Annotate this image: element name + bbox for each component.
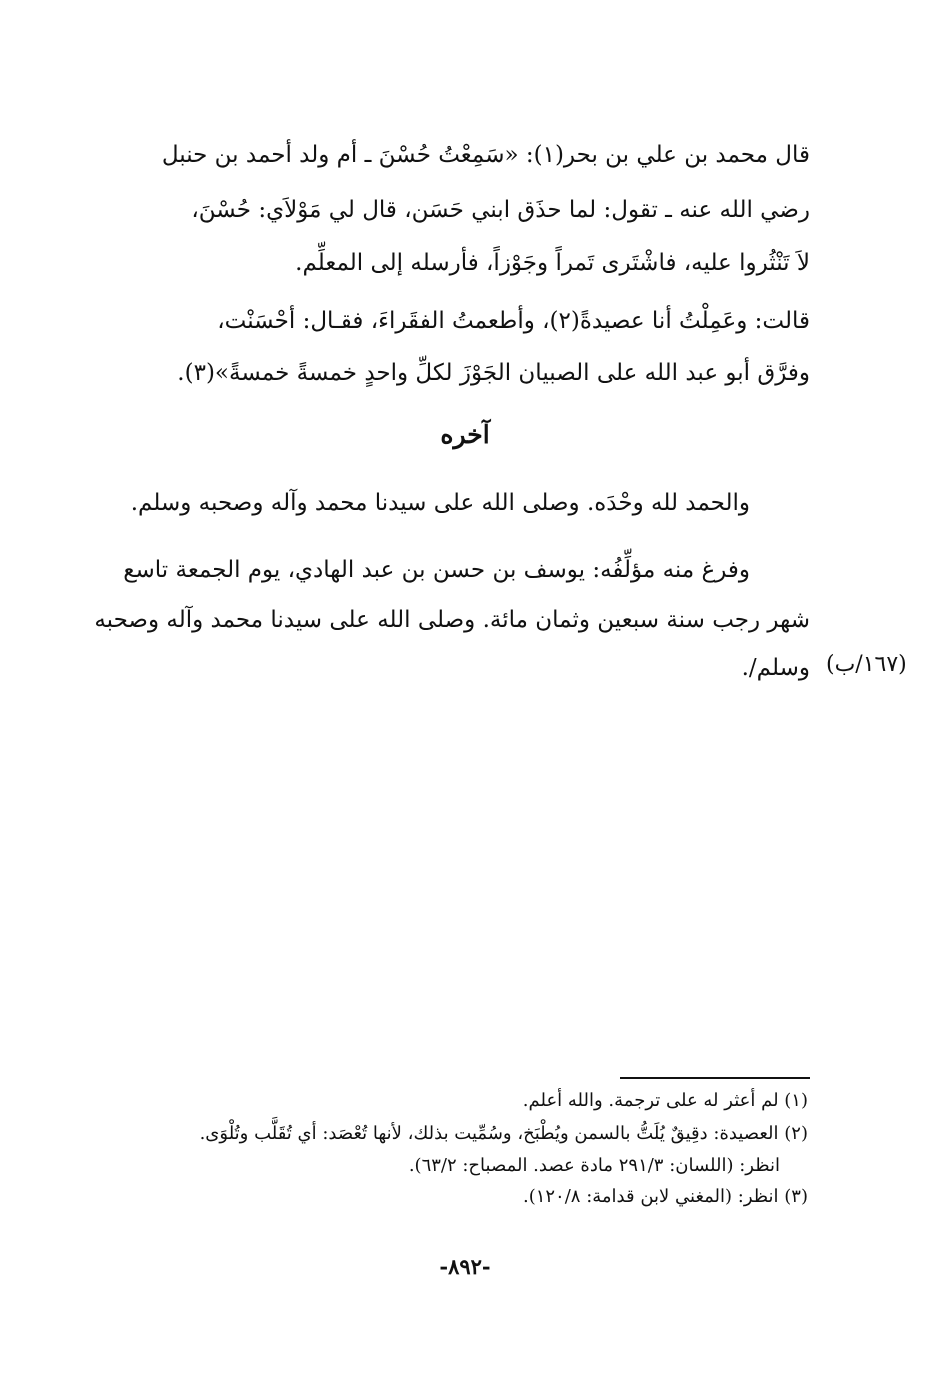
folio-margin-note: (١٦٧/ب) [826, 652, 907, 677]
paragraph-asida [120, 308, 810, 398]
paragraph-line: وسلم/. [741, 655, 810, 681]
paragraph-line: لاَ تَنْثُروا عليه، فاشْتَرى تَمراً وجَوْزاً، فأرسله إلى المعلِّم. [295, 250, 810, 276]
footnote-1: (١) لم أعثر له على ترجمة. والله أعلم. [522, 1090, 808, 1111]
paragraph-colophon [94, 557, 810, 687]
footnote-2-continuation: انظر: (اللسان: ٢٩١/٣ مادة عصد. المصباح: ٦٣/٢). [408, 1155, 780, 1176]
page-number: -٨٩٢- [439, 1254, 491, 1279]
footnote-2: (٢) العصيدة: دقِيقٌ يُلَتُّ بالسمن ويُطْبَخ، وسُمِّيت بذلك، لأنها تُعْصَد: أي تُقَلَّب وتُلْوَى. [199, 1123, 808, 1144]
section-heading-end: آخره [440, 420, 490, 449]
paragraph-line: رضي الله عنه ـ تقول: لما حذَق ابني حَسَن، قال لي مَوْلاَي: حُسْنَ، [191, 197, 810, 223]
paragraph-line: قالت: وعَمِلْتُ أنا عصيدةً(٢)، وأطعمتُ الفقَراءَ، فقـال: أحْسَنْت، [217, 308, 810, 334]
paragraph-line: قال محمد بن علي بن بحر(١): «سَمِعْتُ حُسْنَ ـ أم ولد أحمد بن حنبل [161, 142, 810, 168]
paragraph-line: والحمد لله وحْدَه. وصلى الله على سيدنا محمد وآله وصحبه وسلم. [130, 490, 750, 516]
footnote-separator [620, 1077, 810, 1079]
paragraph-quote-hasan [120, 142, 810, 282]
paragraph-praise [120, 490, 810, 530]
paragraph-line: وفرغ منه مؤلِّفُه: يوسف بن حسن بن عبد الهادي، يوم الجمعة تاسع [123, 557, 750, 583]
paragraph-line: شهر رجب سنة سبعين وثمان مائة. وصلى الله على سيدنا محمد وآله وصحبه [94, 607, 810, 633]
paragraph-line: وفرَّق أبو عبد الله على الصبيان الجَوْزَ لكلِّ واحدٍ خمسةً خمسةً»(٣). [177, 360, 810, 386]
footnote-3: (٣) انظر: (المغني لابن قدامة: ١٢٠/٨). [522, 1186, 808, 1207]
